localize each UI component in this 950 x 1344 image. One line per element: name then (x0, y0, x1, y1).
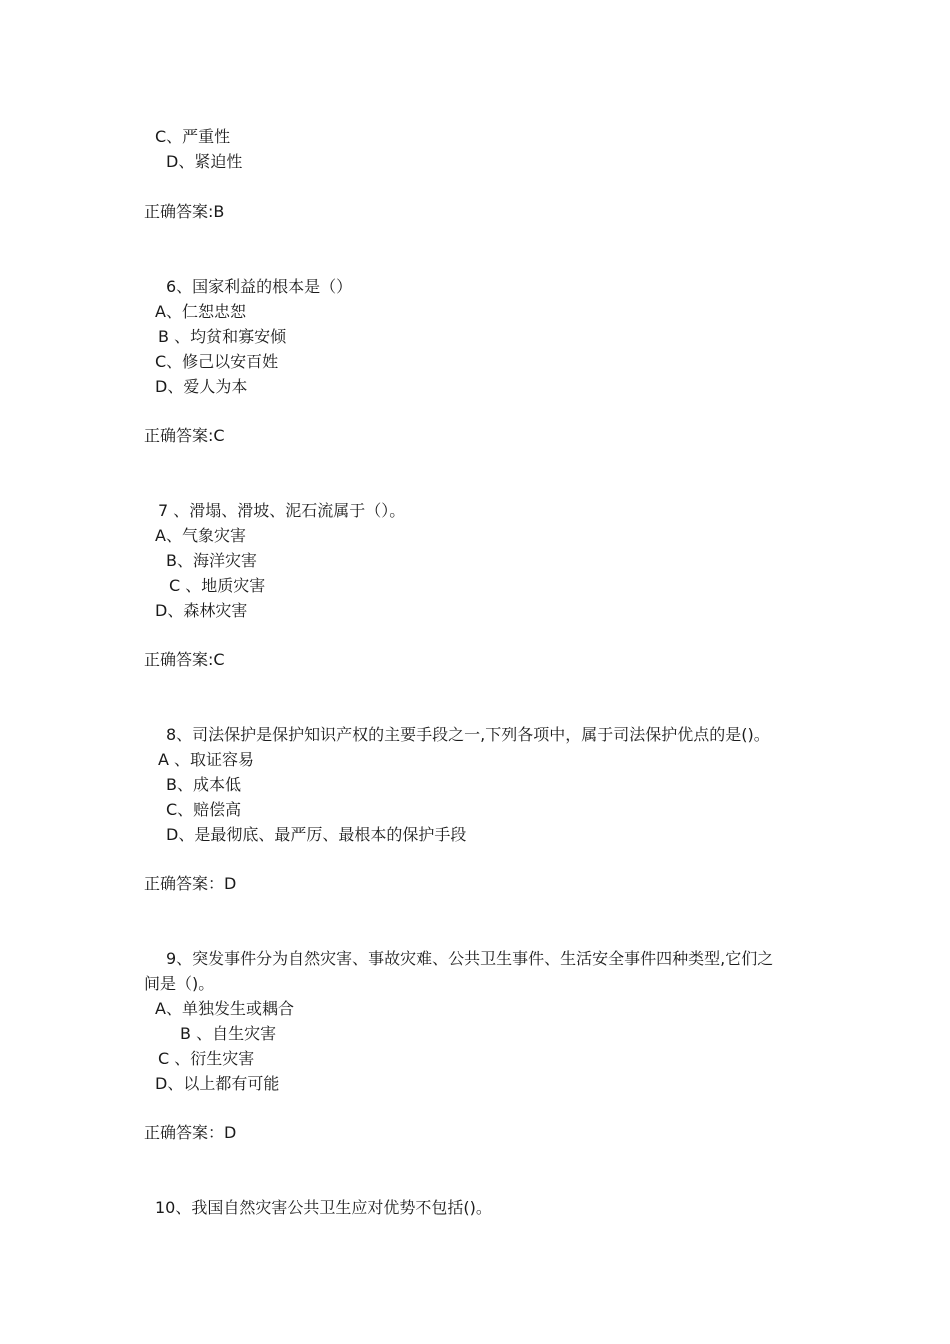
option-text: D、是最彻底、最严厉、最根本的保护手段 (166, 825, 467, 844)
option-text: B、成本低 (166, 775, 241, 794)
option-text: B 、自生灾害 (180, 1024, 277, 1043)
option-text: C、修己以安百姓 (155, 352, 279, 371)
option-text: D、爱人为本 (155, 377, 248, 396)
answer-text: 正确答案：D (144, 1123, 237, 1142)
option-text: B 、均贫和寡安倾 (158, 327, 287, 346)
option-text: D、以上都有可能 (155, 1074, 280, 1093)
option-text: C、严重性 (155, 127, 231, 146)
answer-text: 正确答案：D (144, 874, 237, 893)
option-text: C、赔偿高 (166, 800, 242, 819)
question-text: 10、我国自然灾害公共卫生应对优势不包括()。 (155, 1198, 492, 1217)
option-text: A、气象灾害 (155, 526, 246, 545)
question-text-continued: 间是（)。 (144, 974, 215, 993)
option-text: C 、地质灾害 (169, 576, 266, 595)
answer-text: 正确答案:B (144, 202, 225, 221)
option-text: B、海洋灾害 (166, 551, 257, 570)
answer-text: 正确答案:C (144, 426, 225, 445)
answer-text: 正确答案:C (144, 650, 225, 669)
question-text: 6、国家利益的根本是（） (166, 277, 353, 296)
question-text: 9、突发事件分为自然灾害、事故灾难、公共卫生事件、生活安全事件四种类型,它们之 (166, 949, 774, 968)
option-text: A 、取证容易 (158, 750, 255, 769)
option-text: A、仁恕忠恕 (155, 302, 246, 321)
option-text: C 、衍生灾害 (158, 1049, 255, 1068)
option-text: D、森林灾害 (155, 601, 248, 620)
question-text: 8、司法保护是保护知识产权的主要手段之一,下列各项中，属于司法保护优点的是()。 (166, 725, 770, 744)
question-text: 7 、滑塌、滑坡、泥石流属于（）。 (158, 501, 406, 520)
option-text: A、单独发生或耦合 (155, 999, 294, 1018)
option-text: D、紧迫性 (166, 152, 243, 171)
